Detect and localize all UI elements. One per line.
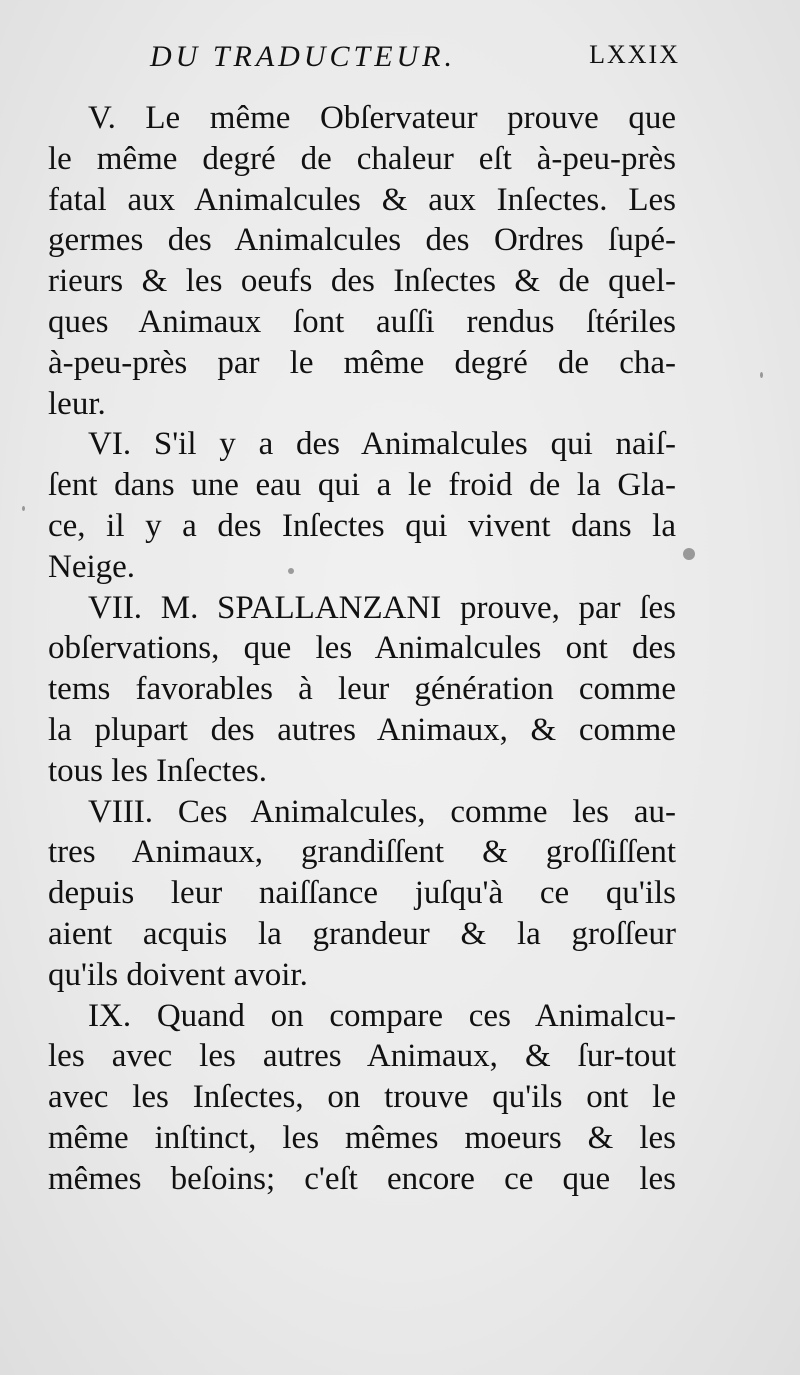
text-line: VI. S'il y a des Animalcules qui naiſ- (88, 426, 676, 463)
text-line: VII. M. SPALLANZANI prouve, par ſes (88, 589, 676, 626)
text-line: Neige. (48, 548, 136, 585)
ink-speck (760, 372, 763, 378)
ink-speck (683, 548, 695, 560)
ink-speck (288, 568, 294, 574)
text-line: obſervations, que les Animalcules ont des (48, 630, 676, 667)
text-line: tous les Inſectes. (48, 752, 268, 789)
text-line: le même degré de chaleur eſt à-peu-près (48, 140, 676, 177)
text-line: à-peu-près par le même degré de cha- (48, 344, 676, 381)
text-line: tres Animaux, grandiſſent & groſſiſſent (48, 834, 676, 871)
text-line: rieurs & les oeufs des Inſectes & de quel- (48, 263, 676, 300)
ink-speck (22, 506, 25, 511)
text-line: avec les Inſectes, on trouve qu'ils ont le (48, 1079, 676, 1116)
text-line: les avec les autres Animaux, & ſur-tout (48, 1038, 676, 1075)
running-head-title: DU TRADUCTEUR. (150, 40, 457, 73)
body-text (48, 98, 676, 1200)
text-line: IX. Quand on compare ces Animalcu- (88, 997, 676, 1034)
text-line: VIII. Ces Animalcules, comme les au- (88, 793, 676, 830)
text-line: ce, il y a des Inſectes qui vivent dans la (48, 507, 676, 544)
page-number: LXXIX (589, 40, 680, 69)
text-line: même inſtinct, les mêmes moeurs & les (48, 1119, 676, 1156)
running-head (150, 40, 680, 84)
text-line: ſent dans une eau qui a le froid de la Gla- (48, 467, 676, 504)
text-line: germes des Animalcules des Ordres ſupé- (48, 222, 676, 259)
text-line: depuis leur naiſſance juſqu'à ce qu'ils (48, 875, 676, 912)
text-line: leur. (48, 385, 106, 422)
text-line: la plupart des autres Animaux, & comme (48, 711, 676, 748)
text-line: qu'ils doivent avoir. (48, 956, 308, 993)
text-line: V. Le même Obſervateur prouve que (88, 100, 676, 136)
text-line: aient acquis la grandeur & la groſſeur (48, 915, 676, 952)
text-line: mêmes beſoins; c'eſt encore ce que les (48, 1160, 676, 1197)
text-line: tems favorables à leur génération comme (48, 671, 676, 708)
text-line: ques Animaux ſont auſſi rendus ſtériles (48, 303, 676, 340)
text-line: fatal aux Animalcules & aux Inſectes. Les (48, 181, 676, 218)
